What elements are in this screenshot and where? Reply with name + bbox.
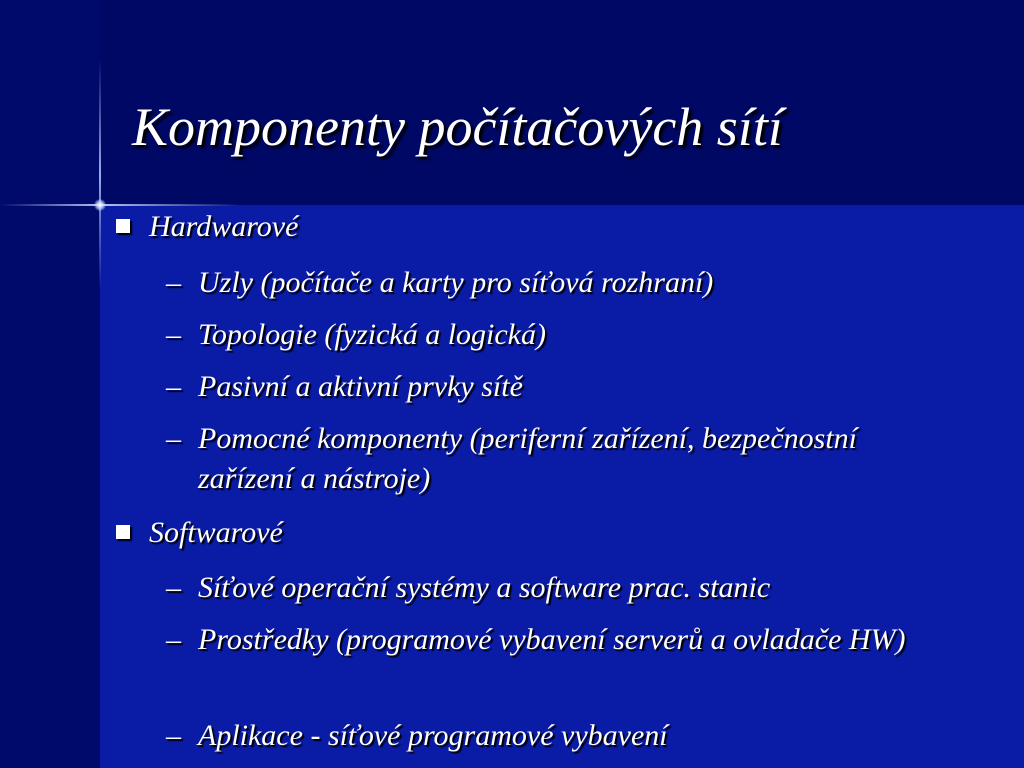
dash-bullet: – [166,571,181,604]
sparkle-horizontal-ray [0,204,240,206]
list-item-text: Topologie (fyzická a logická) [198,318,546,351]
list-item-text: Aplikace - síťové programové vybavení [198,719,668,752]
list-item [166,620,946,660]
sparkle-icon [94,199,106,211]
left-band [0,0,100,768]
dash-bullet: – [166,422,181,455]
list-item [166,568,986,608]
section-heading-hardware [116,210,298,244]
list-item [166,315,986,355]
list-item-text: Pasivní a aktivní prvky sítě [198,370,523,403]
section-heading-label: Hardwarové [149,210,299,243]
list-item-text: Uzly (počítače a karty pro síťová rozhraní) [198,266,714,299]
list-item-text: Pomocné komponenty (periferní zařízení, bezpečnostní zařízení a nástroje) [198,422,858,495]
list-item [166,419,956,499]
section-heading-label: Softwarové [149,516,283,549]
list-item-text: Prostředky (programové vybavení serverů a ovladače HW) [198,623,906,656]
list-item [166,367,986,407]
list-item [166,716,986,756]
square-bullet-icon [116,525,130,539]
dash-bullet: – [166,318,181,351]
square-bullet-icon [116,219,130,233]
dash-bullet: – [166,370,181,403]
sparkle-vertical-ray [99,60,101,290]
list-item-text: Síťové operační systémy a software prac. stanic [198,571,771,604]
slide-title: Komponenty počítačových sítí [132,97,783,157]
list-item [166,263,986,303]
dash-bullet: – [166,719,181,752]
section-heading-software [116,516,283,550]
dash-bullet: – [166,266,181,299]
dash-bullet: – [166,623,181,656]
